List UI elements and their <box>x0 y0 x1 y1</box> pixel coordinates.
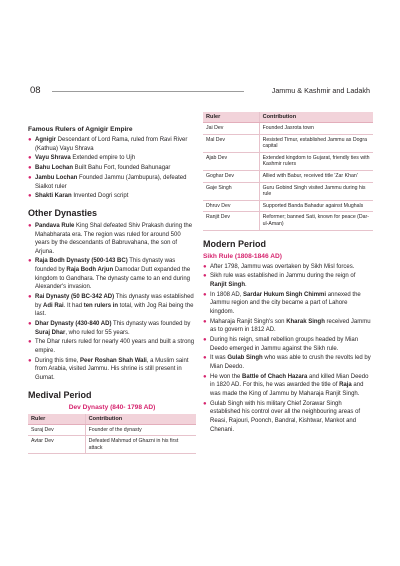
text: During his reign, small rebellion groups headed by Mian Deedo emerged in Jammu against the Sikh rule. <box>210 337 359 352</box>
bold-text: Sardar Hukum Singh Chimmi <box>243 291 327 298</box>
text: It was <box>210 355 228 362</box>
bold-text: Raja Bodh Dynasty (500-143 BC) <box>35 258 128 265</box>
table-row <box>28 424 196 436</box>
ruler-cell: Mal Dev <box>203 134 259 152</box>
text: Maharaja Ranjit Singh's son <box>210 318 287 325</box>
ruler-cell: Ranjit Dev <box>203 212 259 230</box>
text: During this time, <box>35 357 81 364</box>
bullet-icon: ● <box>28 258 32 265</box>
ruler-cell: Dhruv Dev <box>203 200 259 212</box>
list-item <box>203 263 373 272</box>
bold-text: ten rulers in <box>83 302 119 309</box>
other-dynasties-list <box>28 222 196 383</box>
ruler-name: Bahu Lochan <box>35 165 74 172</box>
bullet-icon: ● <box>203 337 207 344</box>
list-item <box>203 373 373 399</box>
dev-dynasty-heading: Dev Dynasty (840- 1798 AD) <box>68 403 156 411</box>
text: received Jammu as to govern in 1812 AD. <box>210 318 371 334</box>
bold-text: Dhar Dynasty (430-840 AD) <box>35 321 112 327</box>
bullet-icon: ● <box>203 318 207 325</box>
contribution-cell: Founded Jasrota town <box>259 123 373 135</box>
table-row <box>203 182 373 200</box>
text: and was made the King of Jammu by Maharaja Ranjit Singh. <box>210 382 364 397</box>
contribution-cell: Reformer; banned Sati, known for peace (Dar-ul-Aman) <box>259 212 373 230</box>
list-item <box>28 293 196 319</box>
text: Sikh rule was established in Jammu during the reign of <box>210 273 356 280</box>
bullet-icon: ● <box>203 355 207 362</box>
other-dynasties-title: Other Dynasties <box>28 207 98 218</box>
column-header: Contribution <box>85 414 196 425</box>
ruler-description: Founded Jammu (Jambupura), defeated Sialkot ruler <box>35 174 187 190</box>
list-item <box>203 354 373 371</box>
ruler-cell: Goghar Dev <box>203 170 259 182</box>
medival-period-title: Medival Period <box>28 389 92 400</box>
bullet-icon: ● <box>28 137 32 143</box>
ruler-description: Extended empire to Ujh <box>70 155 136 162</box>
table-header-row <box>203 112 373 123</box>
bullet-icon: ● <box>28 165 32 172</box>
ruler-item <box>28 154 196 163</box>
bold-text: Adi Rai <box>43 302 64 309</box>
bullet-icon: ● <box>28 222 32 229</box>
text: and killed Mian Deedo in 1820 AD. For this, he was awarded the title of <box>210 373 369 389</box>
ruler-cell: Suraj Dev <box>28 424 85 436</box>
contribution-cell: Allied with Babur, received title 'Zar Khan' <box>259 170 373 182</box>
ruler-item <box>28 192 196 201</box>
page-number: 08 <box>30 85 41 96</box>
bold-text: Peer Roshan Shah Wali <box>80 357 147 364</box>
list-item <box>203 400 373 434</box>
bold-text: Raja Bodh Arjun <box>66 267 114 274</box>
table-row <box>203 152 373 170</box>
ruler-name: Vayu Shrava <box>35 155 71 162</box>
modern-period-title: Modern Period <box>203 238 267 249</box>
table-row <box>203 212 373 230</box>
text: King Shal defeated Shiv Prakash during the Mahabharata era. The region was ruled for around 500 years by the descendants of Babruvahana, the son of Arjuna. <box>35 222 193 255</box>
table-header-row <box>28 414 196 425</box>
bullet-icon: ● <box>28 174 32 181</box>
list-item <box>28 338 196 355</box>
list-item <box>28 222 196 256</box>
column-header: Ruler <box>203 112 259 123</box>
text: . It had <box>63 302 84 309</box>
ruler-cell: Ajab Dev <box>203 152 259 170</box>
bullet-icon: ● <box>203 400 207 407</box>
text: , a Muslim saint from Arabia, visited Jammu. His shrine is still present in Gumat. <box>35 357 189 381</box>
text: total, with Jog Rai being the last. <box>35 302 194 318</box>
bullet-icon: ● <box>28 155 32 162</box>
text: In 1808 AD, <box>210 291 244 298</box>
bullet-icon: ● <box>28 193 32 200</box>
bold-text: Rai Dynasty (50 BC-342 AD) <box>35 294 115 301</box>
header-divider <box>52 91 244 92</box>
rulers-contribution-table <box>203 112 373 231</box>
bold-text: Suraj Dhar <box>35 329 66 336</box>
bullet-icon: ● <box>28 339 32 346</box>
list-item <box>203 291 373 317</box>
contribution-cell: Guru Gobind Singh visited Jammu during his rule <box>259 182 373 200</box>
text: , who ruled for 55 years. <box>65 329 130 336</box>
list-item <box>203 318 373 335</box>
ruler-name: Shakti Karan <box>35 193 72 200</box>
ruler-description: Descendant of Lord Rama, ruled from Ravi River (Kathua) Vayu Shrava <box>35 137 188 152</box>
ruler-name: Jambu Lochan <box>35 174 78 181</box>
ruler-item <box>28 174 196 191</box>
table-row <box>203 200 373 212</box>
list-item <box>203 272 373 289</box>
text: This dynasty was founded by <box>35 258 176 274</box>
ruler-name: Agnigir <box>35 137 56 143</box>
right-column <box>203 112 373 435</box>
bullet-icon: ● <box>203 263 207 270</box>
table-row <box>203 170 373 182</box>
running-title: Jammu & Kashmir and Ladakh <box>271 86 370 95</box>
bullet-icon: ● <box>203 273 207 280</box>
ruler-cell: Jai Dev <box>203 123 259 135</box>
bold-text: Battle of Chach Hazara <box>242 373 308 380</box>
text: After 1798, Jammu was overtaken by Sikh Misl forces. <box>210 263 355 270</box>
text: He won the <box>210 373 243 380</box>
contribution-cell: Resisted Timur, established Jammu as Dogra capital <box>259 134 373 152</box>
left-column <box>28 112 196 454</box>
list-item <box>28 320 196 337</box>
text: annexed the Jammu region and the city became a part of Lahore kingdom. <box>210 291 361 315</box>
list-item <box>203 336 373 353</box>
table-row <box>203 134 373 152</box>
bullet-icon: ● <box>28 357 32 364</box>
bold-text: Gulab Singh <box>227 355 263 362</box>
ruler-item <box>28 136 196 153</box>
list-item <box>28 357 196 383</box>
bullet-icon: ● <box>203 291 207 298</box>
bold-text: Ranjit Singh <box>210 281 245 288</box>
bold-text: Raja <box>339 382 352 389</box>
sikh-rule-list <box>203 263 373 435</box>
contribution-cell: Defeated Mahmud of Ghazni in his first attack <box>85 436 196 454</box>
column-header: Ruler <box>28 414 85 425</box>
ruler-description: Built Bahu Fort, founded Bahunagar <box>73 165 171 172</box>
bullet-icon: ● <box>28 294 32 301</box>
text: Damodar Dutt expanded the kingdom to Gandhara. The dynasty came to an end during Alexander's invasion. <box>35 267 191 291</box>
bold-text: Kharak Singh <box>286 318 325 325</box>
rulers-heading: Famous Rulers of Agnigir Empire <box>28 126 133 133</box>
ruler-description: Invented Dogri script <box>71 193 129 200</box>
table-row <box>28 436 196 454</box>
text: This dynasty was founded by <box>111 321 191 327</box>
contribution-cell: Founder of the dynasty <box>85 424 196 436</box>
text: Gulab Singh with his military Chief Zorawar Singh established his control over all the neighbouring areas of Reasi, Rajouri, Poonch, Bandral, Kishtwar, Mankot and Chenani. <box>210 400 361 433</box>
ruler-cell: Gaje Singh <box>203 182 259 200</box>
contribution-cell: Supported Banda Bahadur against Mughals <box>259 200 373 212</box>
bullet-icon: ● <box>28 321 32 327</box>
text: . <box>245 281 247 288</box>
table-row <box>203 123 373 135</box>
rulers-table-wrap <box>203 112 373 231</box>
rulers-list <box>28 136 196 201</box>
sikh-rule-heading: Sikh Rule (1808-1846 AD) <box>203 252 282 260</box>
list-item <box>28 257 196 291</box>
text: The Dhar rulers ruled for nearly 400 years and built a strong empire. <box>35 339 195 354</box>
column-header: Contribution <box>259 112 373 123</box>
ruler-item <box>28 164 196 173</box>
text: This dynasty was established by <box>35 294 194 309</box>
dev-dynasty-table <box>28 414 196 455</box>
page-header <box>30 85 370 101</box>
contribution-cell: Extended kingdom to Gujarat, friendly ties with Kashmir rulers <box>259 152 373 170</box>
ruler-cell: Avtar Dev <box>28 436 85 454</box>
bullet-icon: ● <box>203 373 207 380</box>
bold-text: Pandava Rule <box>35 222 75 229</box>
dev-dynasty-table-wrap <box>28 414 196 455</box>
text: who was able to crush the revolts led by Mian Deedo. <box>210 355 371 370</box>
